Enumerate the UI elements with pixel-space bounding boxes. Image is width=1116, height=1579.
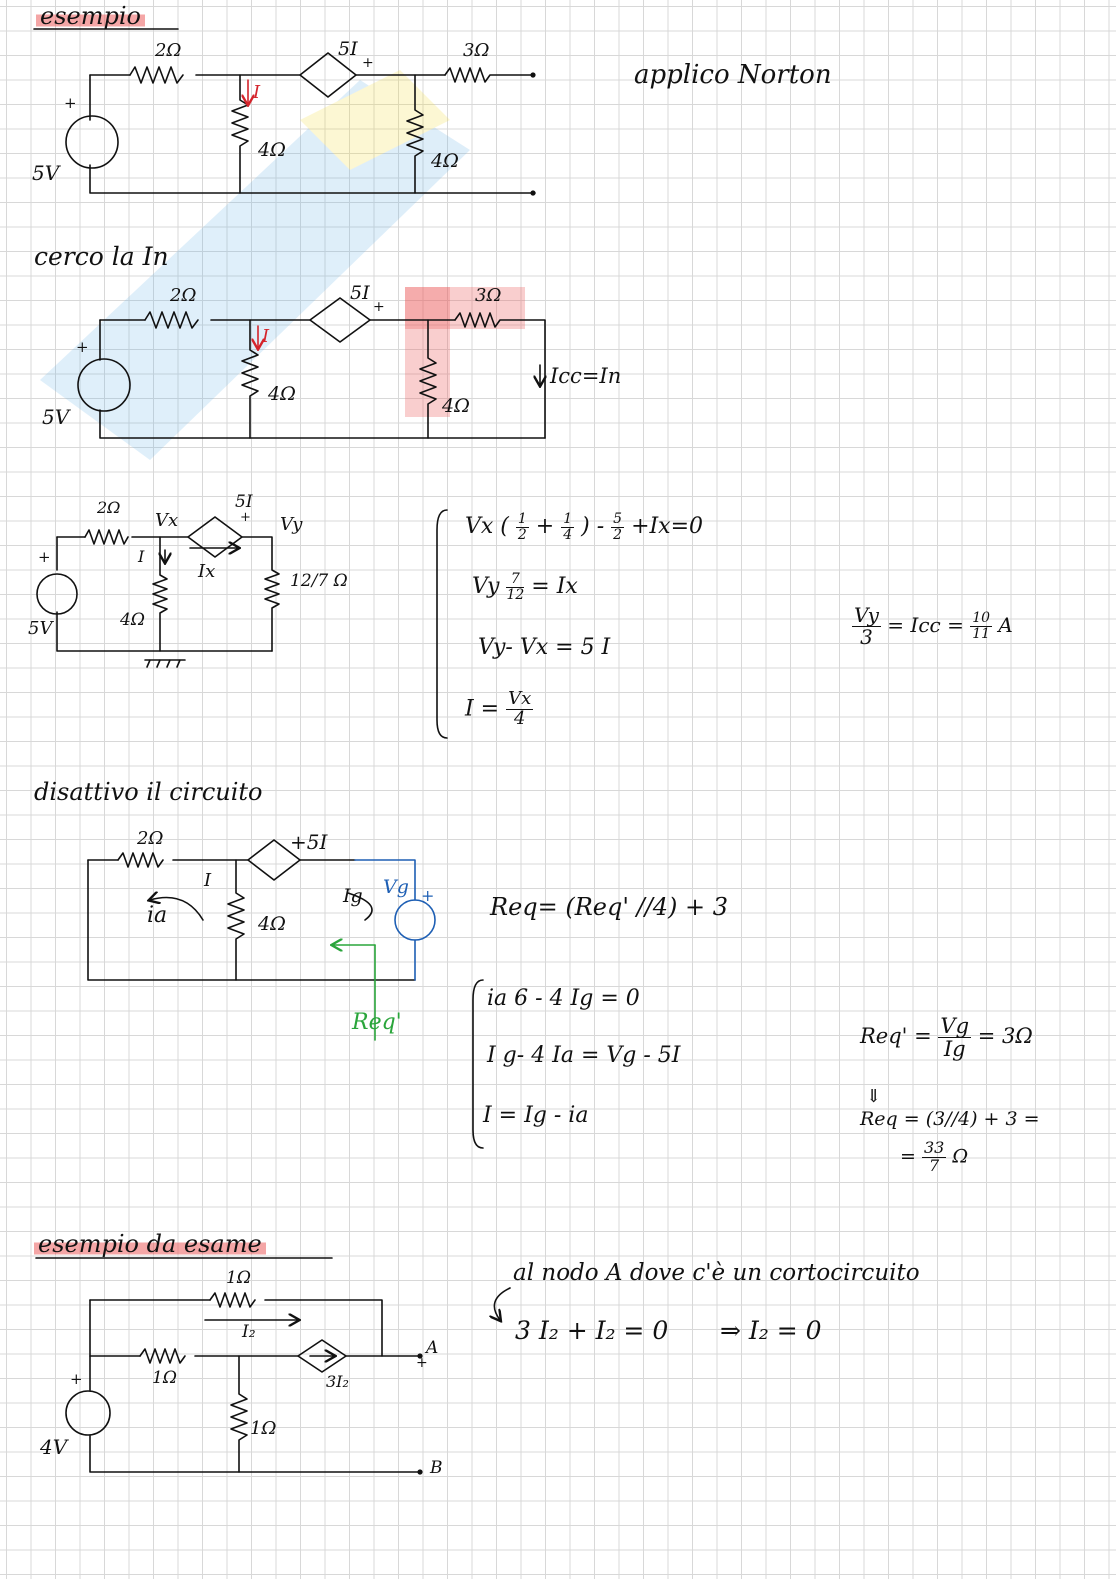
dependent-source-2 bbox=[310, 298, 370, 342]
label-node-vy: Vy bbox=[280, 514, 303, 535]
resistor-3ohm bbox=[445, 68, 533, 82]
resistor-1ohm-top bbox=[210, 1293, 255, 1307]
result-req-formula: Req = (3//4) + 3 = bbox=[860, 1108, 1040, 1130]
resistor-2ohm-c4 bbox=[118, 853, 163, 867]
label-mesh-ia: ia bbox=[147, 903, 168, 928]
label-source-5v-c3: 5V bbox=[28, 618, 53, 639]
arrow-implies: ⇓ bbox=[866, 1086, 882, 1107]
voltage-source-1 bbox=[66, 116, 118, 168]
resistor-4ohm bbox=[232, 75, 248, 193]
label-icc-in: Icc=In bbox=[550, 364, 622, 388]
label-plus: + bbox=[362, 55, 374, 71]
label-r-4ohm-c3: 4Ω bbox=[120, 610, 145, 630]
label-r-2ohm-c4: 2Ω bbox=[137, 828, 164, 849]
label-dep-source-c5: 3I₂ bbox=[326, 1372, 349, 1391]
label-plus-c3: + bbox=[240, 510, 251, 525]
label-r-3ohm: 3Ω bbox=[463, 40, 490, 61]
resistor-3ohm-c2 bbox=[455, 313, 545, 438]
label-r-4ohm: 4Ω bbox=[258, 139, 286, 161]
voltage-source-3 bbox=[37, 574, 77, 614]
eq1-line2: Vy $\frac{7}{12}$ = Ix bbox=[472, 571, 578, 603]
label-dep-source: 5I bbox=[338, 38, 358, 60]
eq2-line2: I g- 4 Ia = Vg - 5I bbox=[487, 1043, 681, 1068]
label-source-5v-c2: 5V bbox=[42, 405, 70, 429]
label-plus-c2: + bbox=[373, 299, 385, 315]
resistor-1ohm-mid bbox=[140, 1349, 185, 1363]
label-source-4v: 4V bbox=[40, 1435, 68, 1459]
label-r-3ohm-c2: 3Ω bbox=[475, 285, 502, 306]
label-node-vx: Vx bbox=[155, 510, 179, 531]
label-current-i-c2: I bbox=[262, 326, 270, 347]
label-vg-plus: + bbox=[421, 886, 435, 905]
label-source-plus-c3: + bbox=[38, 548, 51, 566]
resistor-2ohm-c3 bbox=[85, 530, 128, 544]
label-r-1ohm-down: 1Ω bbox=[250, 1418, 277, 1439]
eq-i2-zero: ⇒ I₂ = 0 bbox=[720, 1316, 822, 1345]
test-voltage-source bbox=[395, 900, 435, 940]
brace-eq1 bbox=[437, 510, 447, 738]
label-r-4ohm-c4: 4Ω bbox=[258, 913, 286, 935]
brace-eq2 bbox=[473, 980, 483, 1148]
eq1-line1: Vx ( $\frac{1}{2}$ + $\frac{1}{4}$ ) - $\frac{5}{2}$ +Ix=0 bbox=[465, 511, 704, 543]
resistor-1ohm-down bbox=[231, 1356, 247, 1472]
label-source-plus-c2: + bbox=[76, 338, 89, 356]
label-r-2ohm: 2Ω bbox=[155, 40, 182, 61]
label-dep-source-c2: 5I bbox=[350, 282, 370, 304]
eq2-line1: ia 6 - 4 Ig = 0 bbox=[487, 986, 640, 1011]
label-source-plus: + bbox=[64, 94, 77, 112]
result-req-value: = $\frac{33}{7}$ Ω bbox=[900, 1138, 969, 1175]
result-req-prime: Req' = $\frac{Vg}{Ig}$ = 3Ω bbox=[860, 1014, 1033, 1062]
note-cortocircuito: al nodo A dove c'è un cortocircuito bbox=[513, 1260, 920, 1286]
title-esempio: esempio bbox=[36, 4, 145, 28]
note-applico-norton: applico Norton bbox=[634, 60, 832, 90]
resistor-12-7-ohm bbox=[242, 537, 279, 651]
circuit-3 bbox=[37, 517, 279, 667]
eq1-line3: Vy- Vx = 5 I bbox=[478, 635, 611, 660]
title-disattivo: disattivo il circuito bbox=[34, 778, 263, 806]
resistor-4ohm-c4 bbox=[228, 860, 244, 980]
eq-kcl-a: 3 I₂ + I₂ = 0 bbox=[515, 1316, 669, 1345]
result-icc: $\frac{Vy}{3}$ = Icc = $\frac{10}{11}$ A bbox=[854, 603, 1013, 649]
label-current-i-c3: I bbox=[138, 547, 145, 566]
label-r-2ohm-c2: 2Ω bbox=[170, 285, 197, 306]
label-dep-source-c3: 5I bbox=[235, 492, 253, 512]
label-source-plus-c5: + bbox=[70, 1370, 83, 1388]
resistor-2ohm bbox=[130, 67, 183, 83]
label-vg: Vg bbox=[383, 876, 409, 898]
label-node-a: A bbox=[426, 1338, 439, 1358]
label-current-i-c4: I bbox=[204, 870, 212, 891]
label-r-4ohm-c2: 4Ω bbox=[268, 383, 296, 405]
label-node-a-plus: + bbox=[416, 1355, 428, 1371]
formula-req: Req= (Req' //4) + 3 bbox=[490, 893, 729, 921]
label-dep-source-c4: +5I bbox=[290, 830, 328, 854]
title-cerco-in: cerco la In bbox=[34, 242, 169, 271]
label-node-b: B bbox=[430, 1458, 443, 1478]
label-current-ix: Ix bbox=[198, 561, 216, 582]
circuit-5 bbox=[66, 1288, 510, 1474]
label-r-1ohm-mid: 1Ω bbox=[152, 1368, 177, 1388]
label-r-2ohm-c3: 2Ω bbox=[97, 498, 121, 517]
label-r-12-7: 12/7 Ω bbox=[290, 571, 348, 591]
eq1-line4: I = $\frac{Vx}{4}$ bbox=[465, 688, 532, 729]
label-source-5v: 5V bbox=[32, 161, 60, 185]
title-esempio-esame: esempio da esame bbox=[34, 1232, 266, 1256]
eq2-line3: I = Ig - ia bbox=[483, 1103, 589, 1128]
label-mesh-ig: Ig bbox=[343, 885, 363, 907]
voltage-source-5 bbox=[66, 1391, 110, 1435]
label-req-prime: Req' bbox=[352, 1010, 402, 1035]
label-current-i: I bbox=[253, 82, 261, 103]
label-r-4ohm-right-c2: 4Ω bbox=[442, 395, 470, 417]
label-r-1ohm-top: 1Ω bbox=[226, 1268, 251, 1288]
ground-icon bbox=[145, 660, 185, 667]
dependent-source-3 bbox=[188, 517, 242, 557]
label-r-4ohm-right: 4Ω bbox=[431, 150, 459, 172]
label-current-i2: I₂ bbox=[242, 1322, 256, 1342]
